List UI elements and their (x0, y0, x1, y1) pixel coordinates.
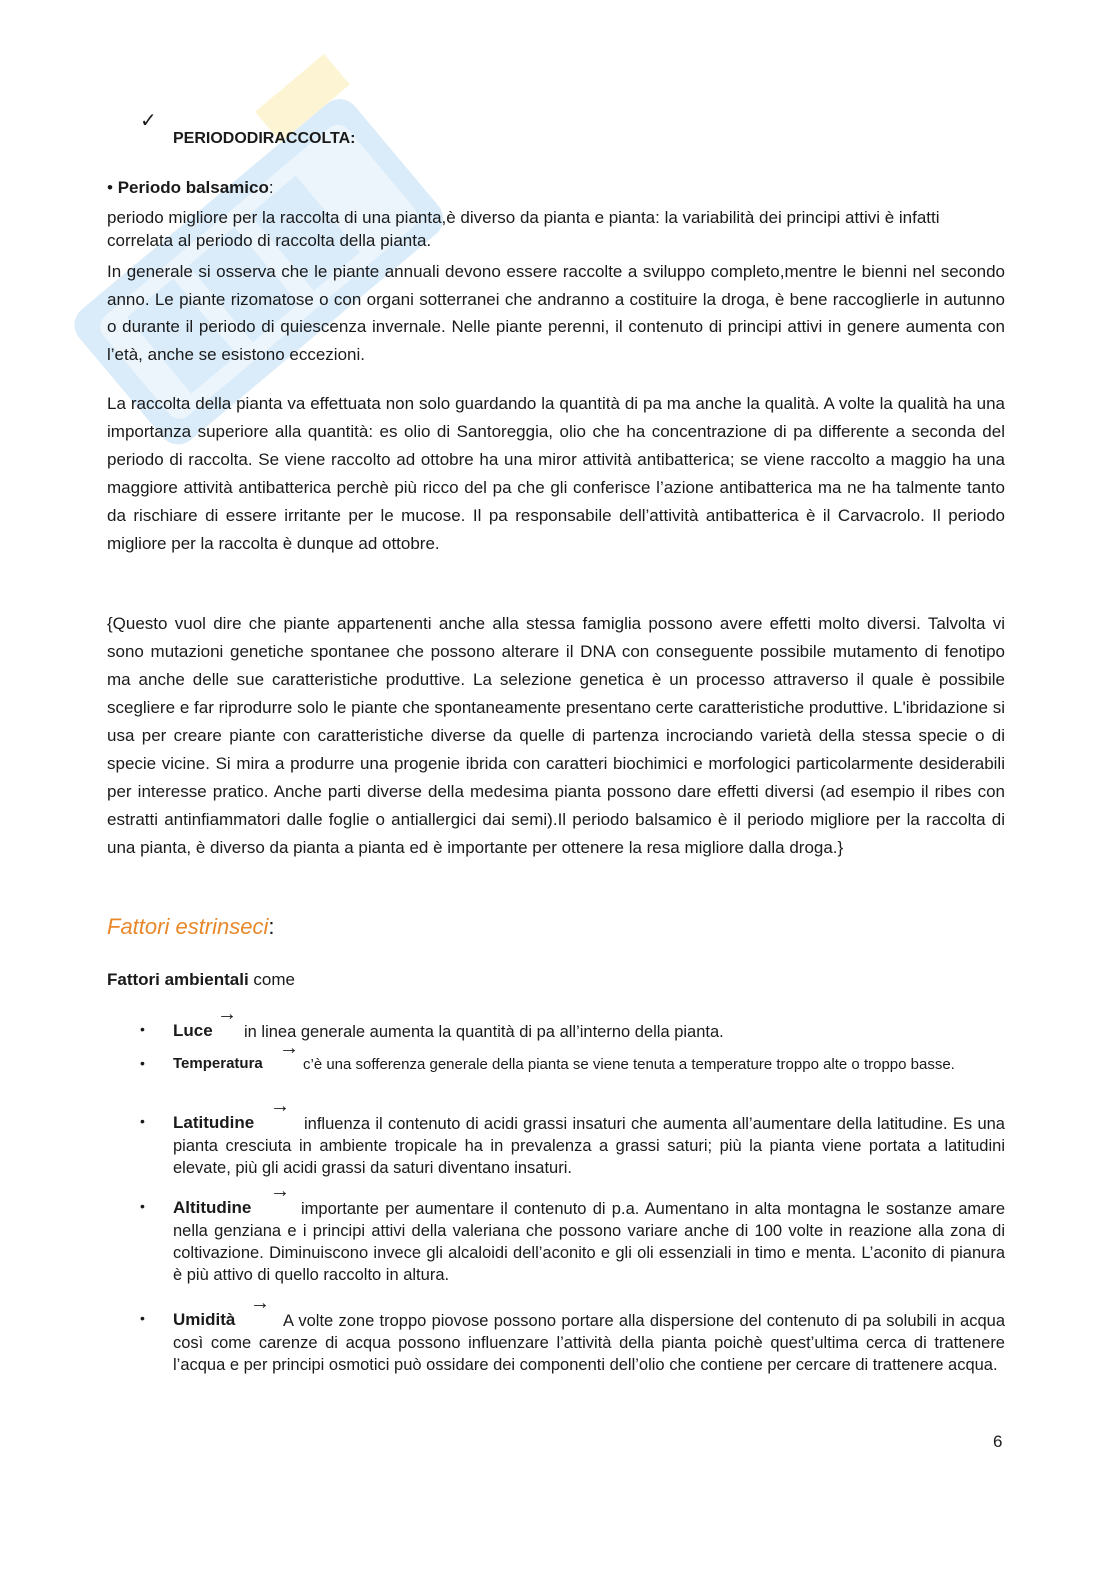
list-term: Luce (173, 1021, 213, 1040)
fattori-ambientali-line (107, 970, 295, 990)
paragraph-3: {Questo vuol dire che piante appartenenti anche alla stessa famiglia possono avere effetti molto diversi. Talvolta vi sono mutazioni genetiche spontanee che possono alterare il DNA con conseguente possibile mutamento di fenotipo ma anche delle sue caratteristiche produttive. La selezione genetica è un processo attraverso il quale è possibile scegliere e far riprodurre solo le piante che spontaneamente presentano certe caratteristiche produttive. L'ibridazione si usa per creare piante con caratteristiche diverse da quelle di partenza incrociando varietà della stessa specie o di specie vicine. Si mira a produrre una progenie ibrida con caratteri biochimici e morfologici particolarmente desiderabili per interesse pratico. Anche parti diverse della medesima pianta possono dare effetti diversi (ad esempio il ribes con estratti antinfiammatori dalle foglie o antiallergici dai semi).Il periodo balsamico è il periodo migliore per la raccolta di una pianta, è diverso da pianta a pianta ed è importante per ottenere la resa migliore dalla droga.} (107, 614, 1005, 857)
arrow-right-icon: → (217, 1003, 237, 1025)
fattori-ambientali-bold: Fattori ambientali (107, 970, 249, 989)
arrow-right-icon: → (270, 1095, 290, 1117)
bullet-glyph: • (107, 178, 113, 197)
subheading-fattori-estrinseci (107, 914, 275, 940)
arrow-right-icon: → (250, 1292, 270, 1314)
list-text: A volte zone troppo piovose possono portare alla dispersione del contenuto di pa solubili in acqua così come carenze di acqua possono influenzare l’attività della pianta poichè quest’ultima cerca di trattenere l’acqua e per principi osmotici può ossidare dei componenti dell’olio che contiene per cercare di trattenere acqua. (173, 1312, 1005, 1374)
balsamico-heading (107, 178, 1005, 198)
list-text: influenza il contenuto di acidi grassi insaturi che aumenta all’aumentare della latitudine. Es una pianta cresciuta in ambiente tropicale ha in prevalenza a grassi saturi; più la pianta viene portata a latitudini elevate, più gli acidi grassi da saturi diventano insaturi. (173, 1115, 1005, 1177)
fattori-ambientali-rest: come (248, 970, 295, 989)
bullet-glyph: • (140, 1055, 145, 1071)
subheading-colon: : (268, 914, 275, 939)
arrow-right-icon: → (279, 1037, 299, 1059)
list-text: in linea generale aumenta la quantità di pa all’interno della pianta. (244, 1023, 724, 1041)
arrow-right-icon: → (270, 1180, 290, 1202)
paragraph-1: In generale si osserva che le piante annuali devono essere raccolte a sviluppo completo,mentre le bienni nel secondo anno. Le piante rizomatose o con organi sotterranei che andranno a costituire la droga, è bene raccoglierle in autunno o durante il periodo di quiescenza invernale. Nelle piante perenni, il contenuto di principi attivi in genere aumenta con l’età, anche se esistono eccezioni. (107, 262, 1005, 364)
list-term: Altitudine (173, 1198, 252, 1217)
paragraph-2: La raccolta della pianta va effettuata non solo guardando la quantità di pa ma anche la qualità. A volte la qualità ha una importanza superiore alla quantità: es olio di Santoreggia, olio che ha concentrazione di pa differente a seconda del periodo di raccolta. Se viene raccolto ad ottobre ha una miror attività antibatterica; se viene raccolto a maggio ha una maggiore attività antibatterica perchè più ricco del pa che gli conferisce l’azione antibatterica ma ne ha talmente tanto da rischiare di essere irritante per le mucose. Il pa responsabile dell’attività antibatterica è il Carvacrolo. Il periodo migliore per la raccolta è dunque ad ottobre. (107, 394, 1005, 553)
list-text: importante per aumentare il contenuto di p.a. Aumentano in alta montagna le sostanze amare nella genziana e i principi attivi della valeriana che possono variare anche di 100 volte in reazione alla zona di coltivazione. Diminuiscono invece gli alcaloidi dell’aconito e gli oli essenziali in timo e menta. L’aconito di pianura è più attivo di quello raccolto in altura. (173, 1200, 1005, 1284)
balsamico-colon: : (268, 178, 274, 197)
checkmark-icon: ✓ (140, 110, 157, 132)
balsamico-term: Periodo balsamico (117, 178, 269, 197)
list-term: Latitudine (173, 1113, 255, 1132)
list-text: c’è una sofferenza generale della pianta se viene tenuta a temperature troppo alte o troppo basse. (303, 1056, 955, 1073)
list-term: Umidità (173, 1310, 236, 1329)
subheading-text: Fattori estrinseci (107, 914, 269, 939)
page-number: 6 (993, 1432, 1003, 1451)
balsamico-definition: periodo migliore per la raccolta di una pianta,è diverso da pianta e pianta: la variabilità dei principi attivi è infatti correlata al periodo di raccolta della pianta. (107, 208, 940, 250)
bullet-glyph: • (140, 1021, 145, 1037)
section-title: PERIODODIRACCOLTA: (173, 130, 356, 147)
bullet-glyph: • (140, 1198, 145, 1214)
list-term: Temperatura (173, 1055, 263, 1072)
bullet-glyph: • (140, 1310, 145, 1326)
bullet-glyph: • (140, 1113, 145, 1129)
